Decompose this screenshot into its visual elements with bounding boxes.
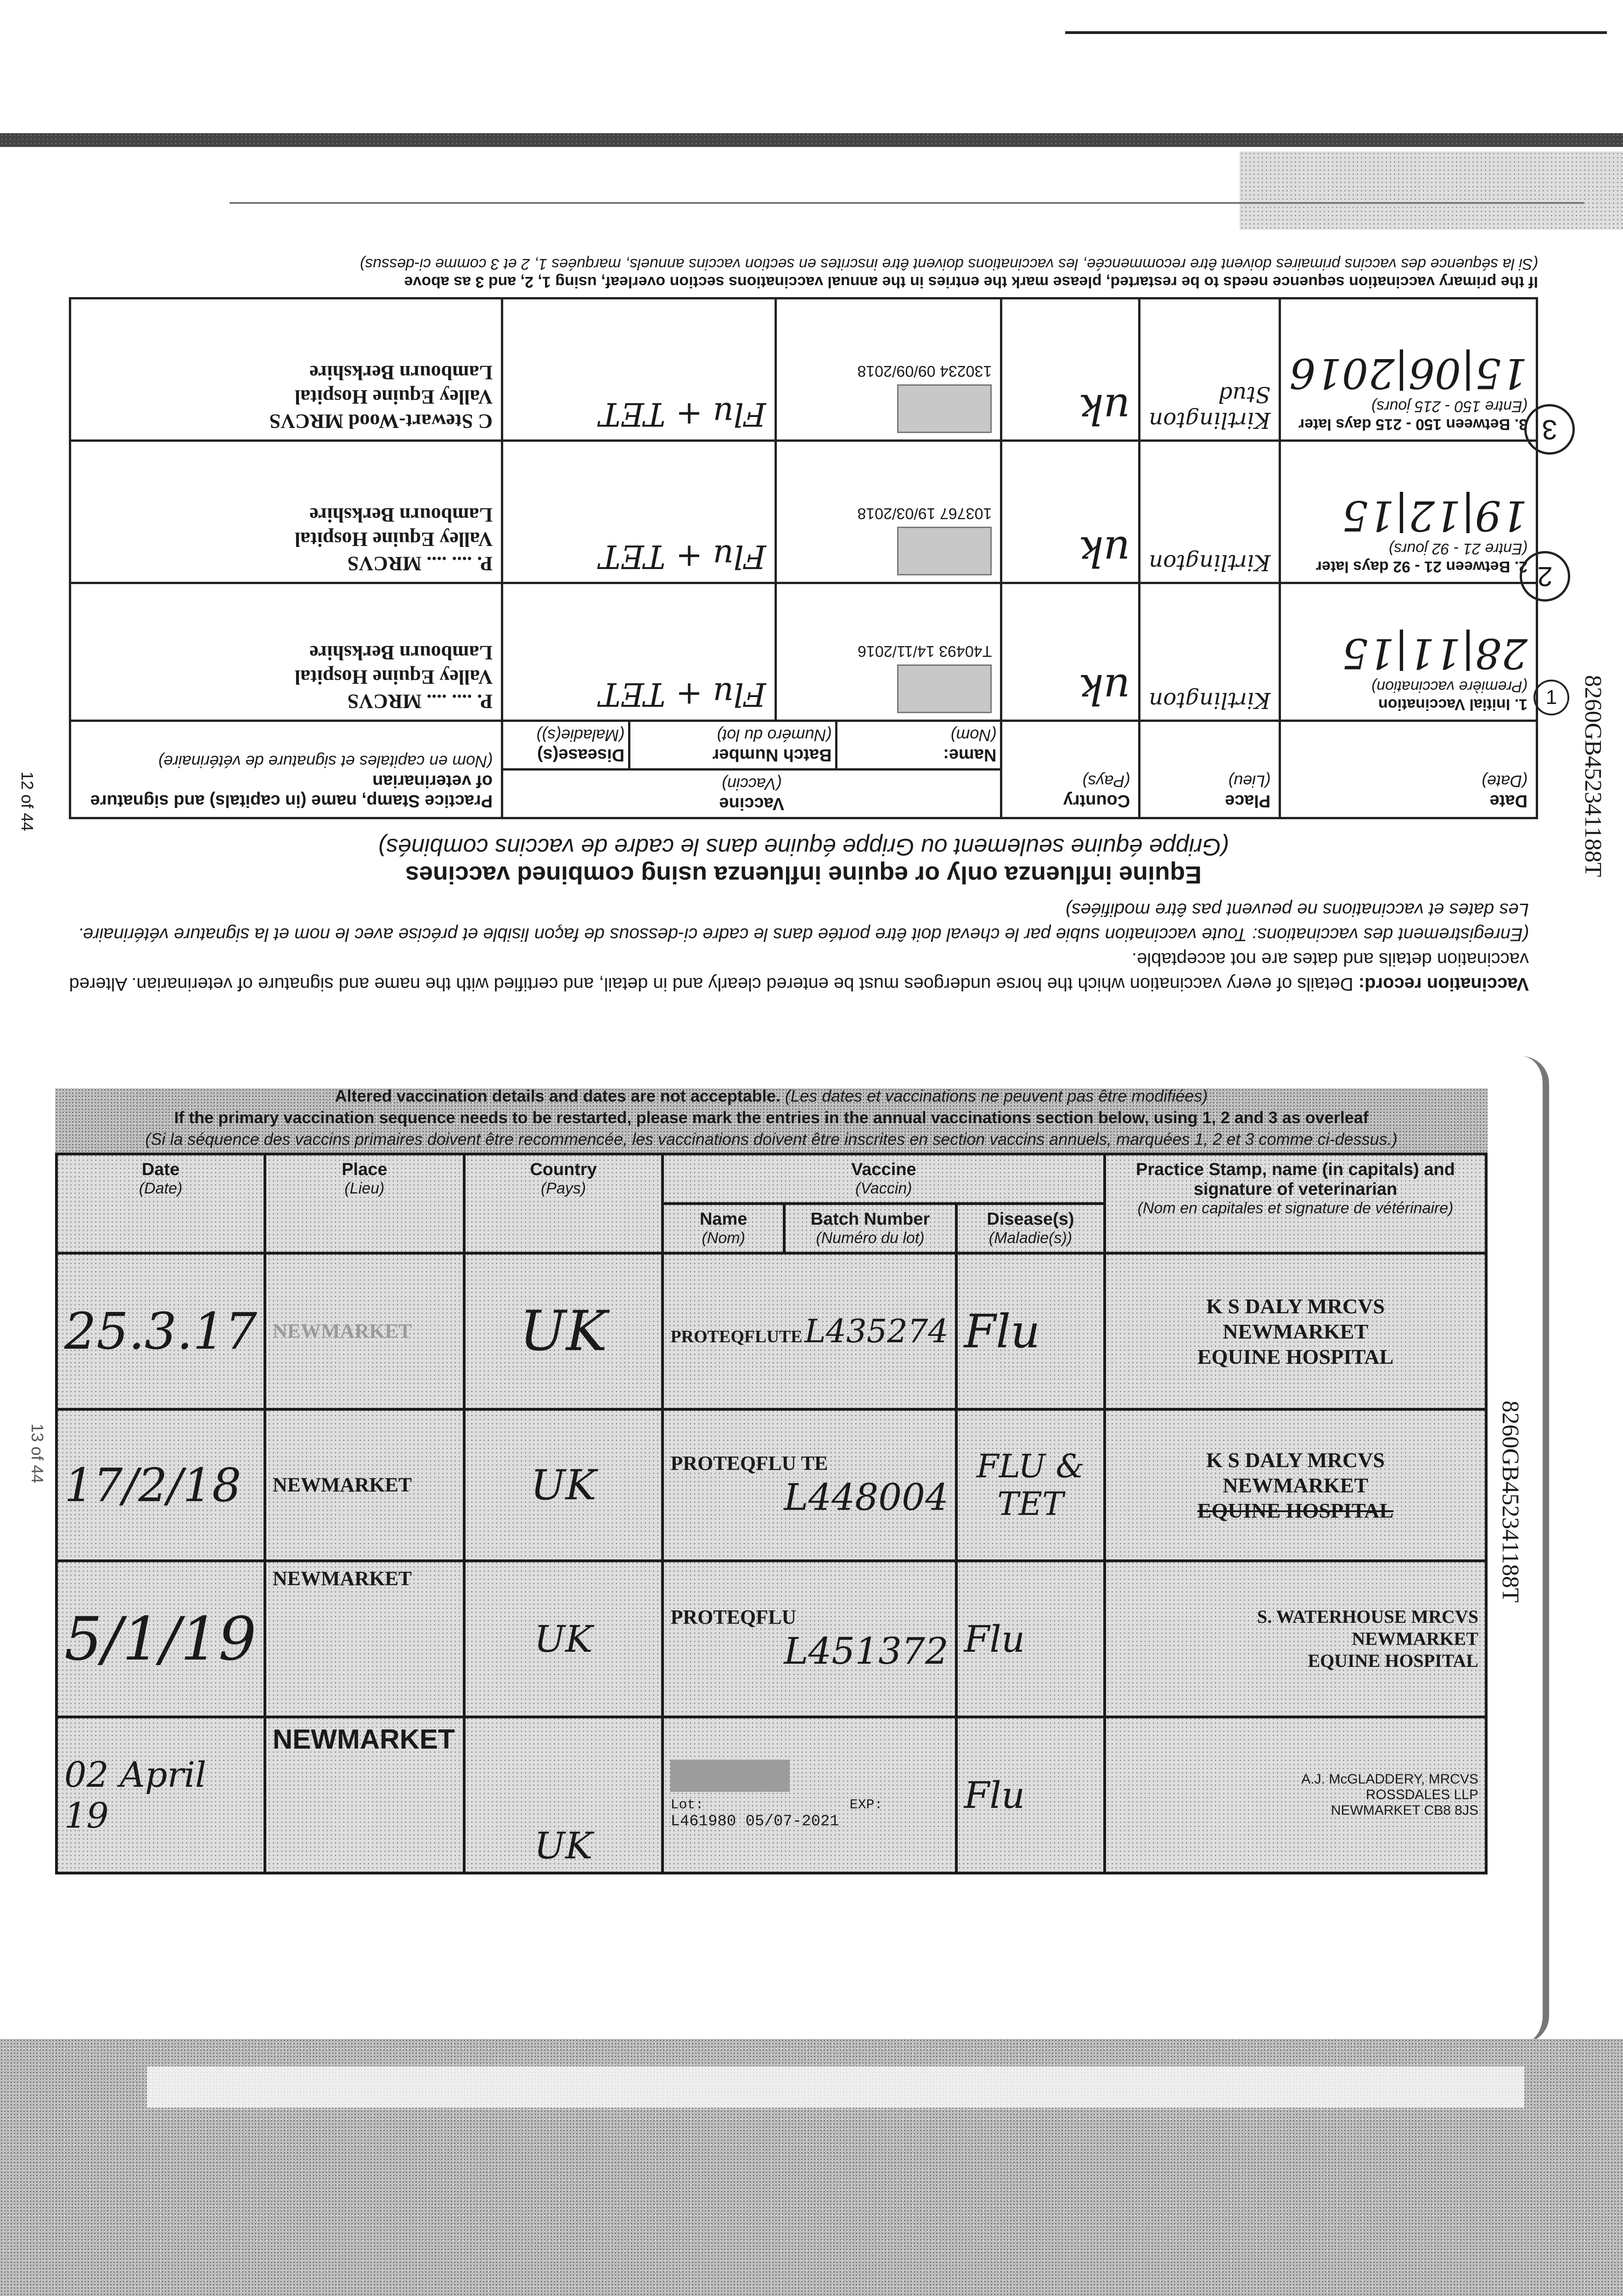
lower-row-3 bbox=[56, 1561, 1486, 1717]
lower-row-1-place: NEWMARKET bbox=[265, 1253, 464, 1409]
upper-row-1-label-fr: (Première vaccination) bbox=[1371, 678, 1528, 695]
lower-restart-note-fr: (Si la séquence des vaccins primaires doivent être recommencée, les vaccinations doivent être inscrites en section vaccins annuels, marquées 1, 2 et 3 comme ci-dessus.) bbox=[145, 1129, 1398, 1148]
page-number-lower: 13 of 44 bbox=[28, 1424, 47, 1484]
lower-row-4 bbox=[56, 1717, 1486, 1873]
lower-header-place: Place (Lieu) bbox=[265, 1154, 464, 1253]
lower-row-4-batch: L461980 05/07-2021 bbox=[670, 1813, 839, 1831]
upper-header-place: Place (Lieu) bbox=[1140, 721, 1280, 818]
lower-row-4-lot-label: Lot: bbox=[670, 1797, 704, 1813]
upper-restart-note-fr: (Si la séquence des vaccins primaires doivent être recommencée, les vaccinations doivent être inscrites en section vaccins annuels, marquées 1, 2 et 3 comme ci-dessus) bbox=[359, 255, 1538, 273]
lower-vaccination-form bbox=[55, 1079, 1488, 2025]
lower-row-2-stamp: K S DALY MRCVS NEWMARKET EQUINE HOSPITAL bbox=[1105, 1409, 1486, 1561]
page-number-upper: 12 of 44 bbox=[18, 771, 37, 832]
lower-row-4-date: 02 April 19 bbox=[56, 1717, 265, 1873]
upper-row-2-date-value: 19|12|15 bbox=[1342, 491, 1528, 540]
lower-row-4-vaccine bbox=[663, 1717, 956, 1873]
lower-altered-note-fr: (Les dates et vaccinations ne peuvent pas être modifiées) bbox=[785, 1086, 1208, 1105]
lower-row-3-stamp: S. WATERHOUSE MRCVS NEWMARKET EQUINE HOSPITAL bbox=[1105, 1561, 1486, 1717]
lower-row-3-vaccine bbox=[663, 1561, 956, 1717]
lower-restart-note: If the primary vaccination sequence needs to be restarted, please mark the entries in the annual vaccinations section below, using 1, 2 and 3 as overleaf bbox=[174, 1108, 1369, 1127]
upper-row-3-label-sticker bbox=[775, 298, 1001, 441]
upper-header-batch: Batch Number (Numéro du lot) bbox=[628, 722, 835, 768]
lower-header-row bbox=[56, 1154, 1486, 1204]
upper-row-3 bbox=[70, 298, 1537, 441]
upper-header-date: Date (Date) bbox=[1280, 721, 1537, 818]
upper-record-title: Vaccination record: bbox=[1358, 974, 1529, 994]
upper-header-vaccine: Vaccine (Vaccin) Name: (Nom) Batch Number (Numéro du lot) Disease(s) (Maladie(s)) bbox=[502, 721, 1001, 818]
lower-row-3-date: 5/1/19 bbox=[56, 1561, 265, 1717]
upper-row-3-date bbox=[1280, 298, 1537, 441]
upper-vaccination-form bbox=[69, 243, 1538, 996]
upper-row-2-stamp: P. .... .... MRCVS Valley Equine Hospital Lambourn Berkshire bbox=[70, 441, 502, 583]
upper-section-title-fr: (Grippe équine seulement ou Grippe équine dans le cadre de vaccins combinés) bbox=[378, 833, 1229, 860]
lower-row-4-exp-label: EXP: bbox=[849, 1797, 883, 1813]
upper-record-note bbox=[69, 897, 1538, 996]
lower-header-country: Country (Pays) bbox=[464, 1154, 663, 1253]
lower-row-2 bbox=[56, 1409, 1486, 1561]
lower-row-4-disease: Flu bbox=[956, 1717, 1105, 1873]
upper-row-3-batch: 130234 09/09/2018 bbox=[857, 362, 992, 380]
lower-row-1-name: PROTEQFLUTE bbox=[670, 1327, 803, 1347]
upper-row-2-batch: 103767 19/03/2018 bbox=[857, 505, 992, 522]
lower-altered-note: Altered vaccination details and dates are not acceptable. bbox=[335, 1086, 781, 1105]
upper-row-3-stamp: C Stewart-Wood MRCVS Valley Equine Hospital Lambourn Berkshire bbox=[70, 298, 502, 441]
lower-row-4-stamp: A.J. McGLADDERY, MRCVS ROSSDALES LLP NEWMARKET CB8 8JS bbox=[1105, 1717, 1486, 1873]
upper-row-2-country: uk bbox=[1001, 441, 1140, 583]
upper-row-3-date-value: 15|06|2016 bbox=[1289, 349, 1528, 397]
upper-row-3-place: Kirtlington Stud bbox=[1140, 298, 1280, 441]
upper-page-rule bbox=[230, 202, 1584, 204]
upper-row-1-label: 1. Initial Vaccination bbox=[1378, 696, 1528, 713]
lower-row-4-place: NEWMARKET bbox=[265, 1717, 464, 1873]
lower-row-2-disease: FLU & TET bbox=[956, 1409, 1105, 1561]
lower-row-2-place: NEWMARKET bbox=[265, 1409, 464, 1561]
upper-header-country: Country (Pays) bbox=[1001, 721, 1140, 818]
lower-row-1-disease: Flu bbox=[956, 1253, 1105, 1409]
upper-row-2-label-sticker bbox=[775, 441, 1001, 583]
upper-header-name: Name: (Nom) bbox=[835, 722, 1000, 768]
lower-header-batch: Batch Number (Numéro du lot) bbox=[784, 1204, 956, 1253]
lower-header-stamp: Practice Stamp, name (in capitals) and signature of veterinarian (Nom en capitales et signature de vétérinaire) bbox=[1105, 1154, 1486, 1253]
lower-row-4-country: UK bbox=[464, 1717, 663, 1873]
upper-row-1 bbox=[70, 583, 1537, 721]
upper-row-1-label-sticker bbox=[775, 583, 1001, 721]
upper-row-2-date bbox=[1280, 441, 1537, 583]
lower-header-date: Date (Date) bbox=[56, 1154, 265, 1253]
upper-row-1-country: uk bbox=[1001, 583, 1140, 721]
lower-row-3-name: PROTEQFLU bbox=[670, 1606, 797, 1629]
marker-3-circle: 3 bbox=[1524, 404, 1575, 455]
top-scan-noise bbox=[1240, 152, 1623, 230]
upper-row-1-disease: Flu + TET bbox=[502, 583, 776, 721]
lower-row-3-place: NEWMARKET bbox=[265, 1561, 464, 1717]
page-edge-curl bbox=[1515, 1056, 1549, 2043]
lower-row-2-date: 17/2/18 bbox=[56, 1409, 265, 1561]
upper-row-1-place: Kirtlington bbox=[1140, 583, 1280, 721]
upper-restart-note-en: If the primary vaccination sequence needs to be restarted, please mark the entries in the annual vaccinations section overleaf, using 1, 2, and 3 as above bbox=[404, 273, 1538, 291]
upper-row-2-disease: Flu + TET bbox=[502, 441, 776, 583]
lower-header-name: Name (Nom) bbox=[663, 1204, 784, 1253]
lower-header-disease: Disease(s) (Maladie(s)) bbox=[956, 1204, 1105, 1253]
lower-row-3-disease: Flu bbox=[956, 1561, 1105, 1717]
lower-row-1 bbox=[56, 1253, 1486, 1409]
upper-header-disease: Disease(s) (Maladie(s)) bbox=[536, 726, 625, 765]
upper-restart-note bbox=[69, 255, 1538, 291]
upper-row-3-country: uk bbox=[1001, 298, 1140, 441]
upper-vaccination-table bbox=[69, 297, 1538, 819]
upper-header-stamp: Practice Stamp, name (in capitals) and signature of veterinarian (Nom en capitales et signature de vétérinaire) bbox=[70, 721, 502, 818]
upper-row-2 bbox=[70, 441, 1537, 583]
lower-row-2-name: PROTEQFLU TE bbox=[670, 1452, 828, 1475]
reg-number-lower: 8260GB452341188T bbox=[1497, 1401, 1523, 1603]
lower-row-1-vaccine bbox=[663, 1253, 956, 1409]
lower-row-1-stamp: K S DALY MRCVS NEWMARKET EQUINE HOSPITAL bbox=[1105, 1253, 1486, 1409]
lower-row-2-batch: L448004 bbox=[784, 1476, 949, 1519]
upper-row-3-disease: Flu + TET bbox=[502, 298, 776, 441]
marker-2-circle: 2 bbox=[1520, 551, 1570, 602]
upper-row-3-label-fr: (Entre 150 - 215 jours) bbox=[1371, 398, 1528, 415]
upper-row-markers bbox=[1524, 404, 1579, 726]
lower-row-2-country: UK bbox=[464, 1409, 663, 1561]
lower-row-3-batch: L451372 bbox=[784, 1630, 949, 1673]
upper-record-text: Details of every vaccination which the horse undergoes must be entered clearly and in detail, and certified with the name and signature of veterinarian. Altered vaccination details and dates are not acceptable. bbox=[69, 949, 1529, 994]
bottom-scan-white bbox=[147, 2066, 1524, 2108]
upper-row-1-stamp: P. .... .... MRCVS Valley Equine Hospital Lambourn Berkshire bbox=[70, 583, 502, 721]
upper-row-2-place: Kirtlington bbox=[1140, 441, 1280, 583]
lower-row-2-vaccine bbox=[663, 1409, 956, 1561]
lower-row-1-country: UK bbox=[464, 1253, 663, 1409]
upper-row-1-date bbox=[1280, 583, 1537, 721]
lower-vaccination-table bbox=[55, 1153, 1488, 1874]
lower-header-vaccine: Vaccine (Vaccin) bbox=[663, 1154, 1105, 1204]
upper-record-text-fr: (Enregistrement des vaccinations: Toute vaccination subie par le cheval doit être portée dans le cadre ci-dessous de façon lisible et précise avec le nom et la signature vétérinaire. Les dates et vaccinations ne peuvent pas être modifiées) bbox=[78, 900, 1529, 945]
lower-row-1-date: 25.3.17 bbox=[56, 1253, 265, 1409]
lower-row-3-country: UK bbox=[464, 1561, 663, 1717]
upper-row-2-label: 2. Between 21 - 92 days later bbox=[1315, 558, 1528, 575]
top-scan-band bbox=[0, 133, 1623, 147]
reg-number-upper: 8260GB452341188T bbox=[1580, 675, 1606, 878]
upper-row-2-label-fr: (Entre 21 - 92 jours) bbox=[1388, 540, 1528, 557]
upper-section-title: Equine influenza only or equine influenza using combined vaccines bbox=[405, 861, 1202, 889]
lower-row-1-batch: L435274 bbox=[804, 1312, 949, 1351]
upper-header-row bbox=[70, 721, 1537, 818]
upper-row-3-label: 3. Between 150 - 215 days later bbox=[1298, 416, 1528, 433]
lower-row-4-sticker bbox=[670, 1760, 790, 1792]
upper-row-1-date-value: 28|11|15 bbox=[1342, 629, 1528, 677]
upper-row-1-batch: T40493 14/11/2016 bbox=[857, 642, 992, 660]
top-rule-short bbox=[1065, 31, 1607, 34]
lower-notes bbox=[55, 1079, 1488, 1153]
marker-1-circle: 1 bbox=[1533, 680, 1569, 715]
